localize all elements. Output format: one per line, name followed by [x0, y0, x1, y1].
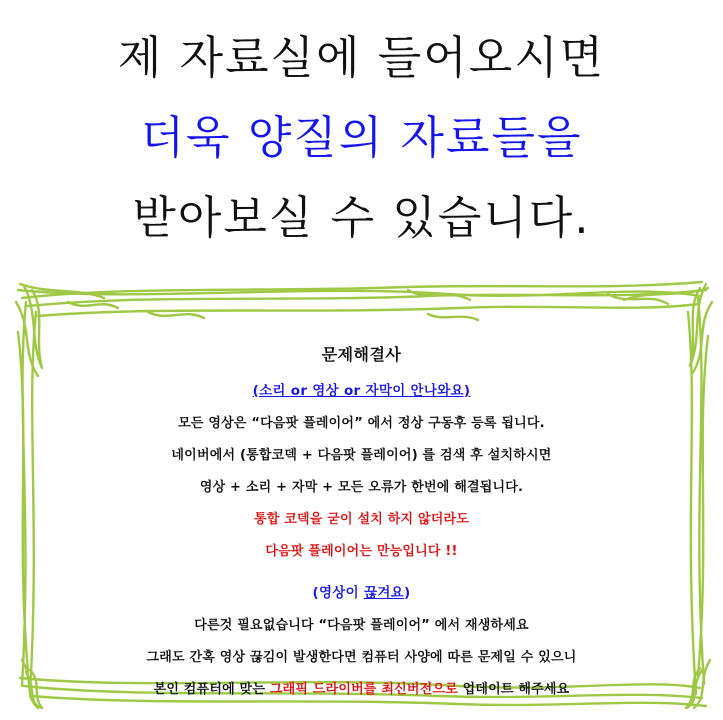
section-title: 문제해결사: [321, 345, 402, 364]
panel-spacer: [60, 559, 663, 581]
answer-1-warning-line-2: 다음팟 플레이어는 만능입니다 !!: [265, 544, 458, 559]
question-2-suffix: ): [404, 585, 411, 601]
answer-2-line-3-pre: 본인 컴퓨터에 맞는: [153, 682, 270, 697]
question-1: (소리 or 영상 or 자막이 안나와요): [252, 383, 471, 399]
answer-1-line-3: 영상 + 소리 + 자막 + 모든 오류가 한번에 해결됩니다.: [199, 480, 524, 495]
answer-2-line-1: 다른것 필요없습니다 “다음팟 플레이어” 에서 재생하세요: [194, 618, 529, 633]
answer-1-line-1: 모든 영상은 “다음팟 플레이어” 에서 정상 구동후 등록 됩니다.: [178, 416, 545, 431]
question-2-prefix: (영상이: [312, 585, 364, 601]
headline-line-3: 받아보실 수 있습니다.: [132, 191, 591, 244]
answer-2-line-2: 그래도 간혹 영상 끊김이 발생한다면 컴퓨터 사양에 따른 문제일 수 있으니: [146, 650, 577, 665]
answer-1-line-2: 네이버에서 (통합코덱 + 다음팟 플레이어) 를 검색 후 설치하시면: [171, 448, 552, 463]
question-2: [60, 581, 663, 601]
info-panel: [60, 296, 663, 697]
answer-1-warning-line-1: 통합 코덱을 굳이 설치 하지 않더라도: [254, 512, 469, 527]
headline-line-1: 제 자료실에 들어오시면: [117, 31, 606, 84]
headline-block: [0, 18, 723, 258]
answer-2-line-3: [60, 678, 663, 697]
answer-2-line-3-post: 업데이트 해주세요: [457, 682, 570, 697]
answer-2-line-3-highlight: 그래픽 드라이버를 최신버전으로: [269, 682, 458, 697]
question-2-underline: 끊겨요: [363, 585, 405, 601]
headline-line-2: 더욱 양질의 자료들을: [140, 111, 583, 164]
